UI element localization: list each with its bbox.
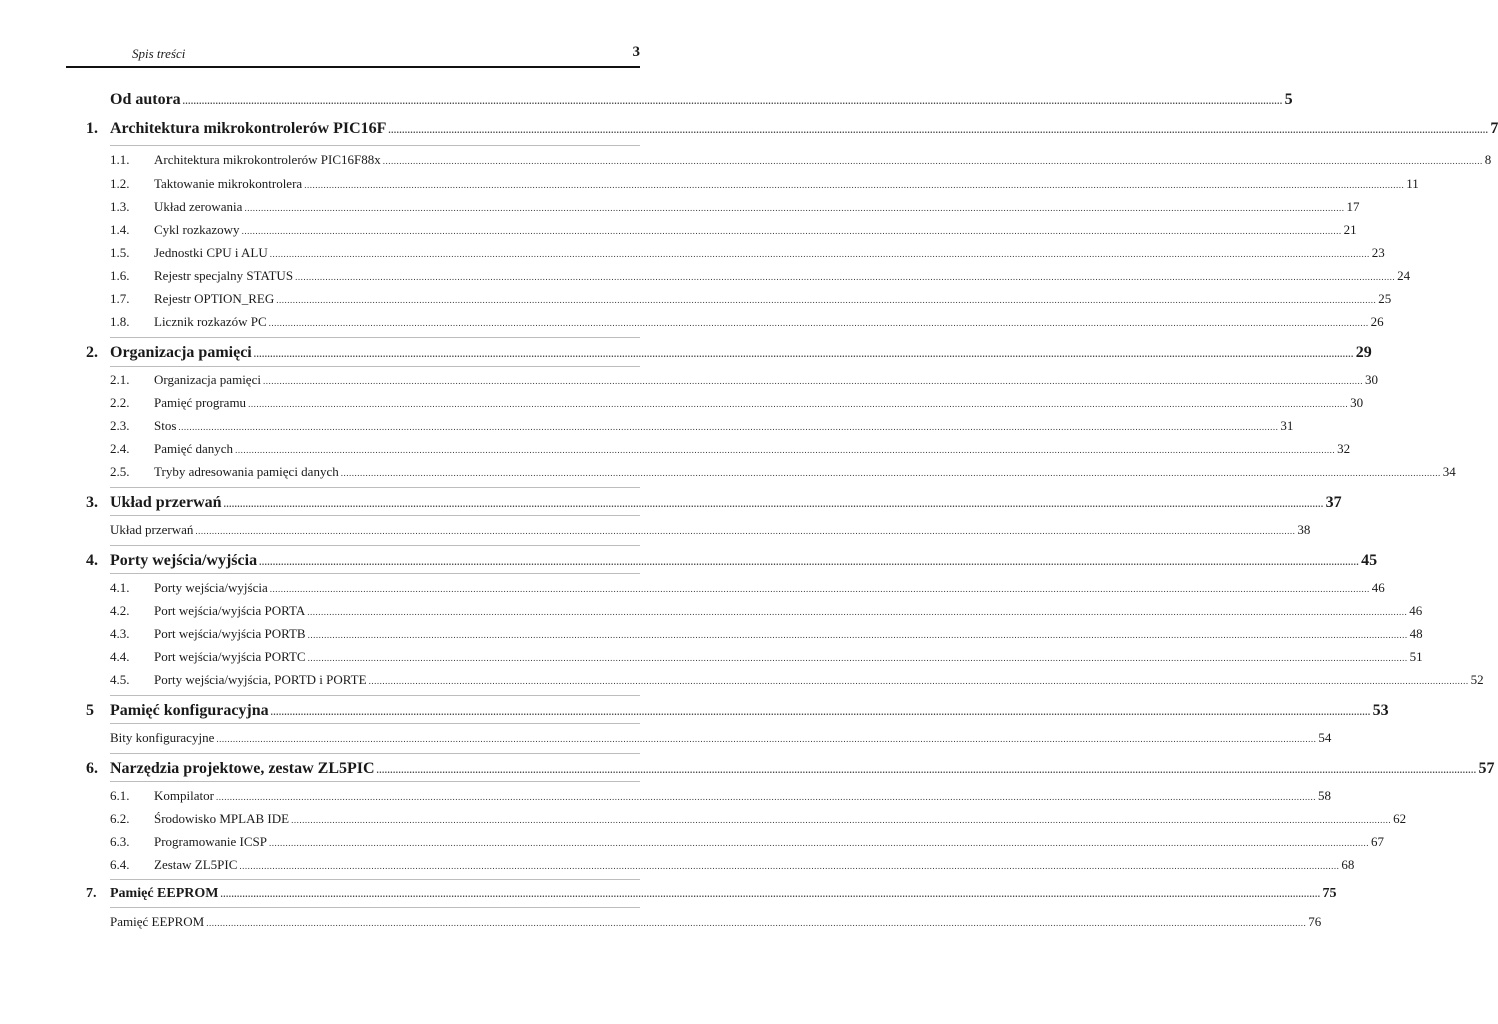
toc-number: 1.8.	[110, 314, 130, 329]
toc-page: 30	[1364, 372, 1378, 387]
toc-title: Porty wejścia/wyjścia	[110, 552, 258, 569]
section-separator	[110, 781, 640, 782]
toc-page: 57	[1478, 760, 1495, 777]
toc-title: Stos	[154, 418, 177, 433]
toc-entry[interactable]	[86, 552, 1378, 572]
toc-entry[interactable]	[110, 222, 1357, 242]
header-rule	[66, 66, 640, 68]
toc-leader: ................................................................................................................................................................................................................................................................................................................................................................................................................	[239, 861, 1340, 871]
toc-title: Port wejścia/wyjścia PORTC	[154, 649, 306, 664]
toc-title: Pamięć EEPROM	[110, 914, 205, 929]
toc-title: Porty wejścia/wyjścia	[154, 580, 268, 595]
toc-number: 1.7.	[110, 291, 130, 306]
toc-title: Licznik rozkazów PC	[154, 314, 267, 329]
page-number: 3	[632, 44, 640, 60]
toc-page: 17	[1346, 199, 1360, 214]
toc-page: 48	[1409, 626, 1423, 641]
toc-entry[interactable]	[110, 603, 1423, 623]
toc-title: Pamięć konfiguracyjna	[110, 702, 269, 719]
toc-leader: ................................................................................................................................................................................................................................................................................................................................................................................................................	[215, 792, 1316, 802]
toc-page: 58	[1317, 788, 1331, 803]
toc-title: Taktowanie mikrokontrolera	[154, 176, 303, 191]
section-separator	[110, 487, 640, 488]
toc-entry[interactable]	[86, 91, 1293, 111]
toc-number: 2.	[86, 344, 98, 361]
toc-leader: ................................................................................................................................................................................................................................................................................................................................................................................................................	[269, 838, 1370, 848]
toc-title: Układ zerowania	[154, 199, 243, 214]
section-separator	[110, 753, 640, 754]
toc-title: Kompilator	[154, 788, 214, 803]
toc-number: 6.1.	[110, 788, 130, 803]
section-separator	[110, 515, 640, 516]
toc-number: 4.3.	[110, 626, 130, 641]
toc-title: Architektura mikrokontrolerów PIC16F	[110, 120, 387, 137]
toc-number: 1.6.	[110, 268, 130, 283]
toc-leader: ................................................................................................................................................................................................................................................................................................................................................................................................................	[206, 918, 1307, 928]
toc-number: 2.2.	[110, 395, 130, 410]
toc-title: Programowanie ICSP	[154, 834, 268, 849]
toc-page: 25	[1378, 291, 1392, 306]
section-separator	[110, 695, 640, 696]
toc-entry[interactable]	[110, 268, 1411, 288]
toc-entry[interactable]	[110, 314, 1384, 334]
toc-entry[interactable]	[110, 176, 1419, 196]
toc-leader: ................................................................................................................................................................................................................................................................................................................................................................................................................	[368, 676, 1469, 686]
toc-page: 32	[1337, 441, 1351, 456]
toc-leader: ................................................................................................................................................................................................................................................................................................................................................................................................................	[295, 272, 1396, 282]
toc-entry[interactable]	[110, 580, 1385, 600]
toc-leader: ................................................................................................................................................................................................................................................................................................................................................................................................................	[291, 815, 1392, 825]
toc-page: 75	[1322, 886, 1337, 901]
toc-title: Organizacja pamięci	[110, 344, 252, 361]
toc-entry[interactable]	[110, 811, 1407, 831]
toc-entry[interactable]	[110, 626, 1423, 646]
toc-number: 6.4.	[110, 857, 130, 872]
toc-number: 1.5.	[110, 245, 130, 260]
toc-leader: ................................................................................................................................................................................................................................................................................................................................................................................................................	[235, 445, 1336, 455]
toc-title: Rejestr specjalny STATUS	[154, 268, 294, 283]
toc-page: 8	[1484, 152, 1492, 167]
toc-title: Jednostki CPU i ALU	[154, 245, 268, 260]
toc-title: Port wejścia/wyjścia PORTA	[154, 603, 306, 618]
toc-leader: ................................................................................................................................................................................................................................................................................................................................................................................................................	[178, 422, 1279, 432]
toc-leader: ................................................................................................................................................................................................................................................................................................................................................................................................................	[388, 125, 1489, 135]
toc-page: 45	[1361, 552, 1378, 569]
toc-title: Narzędzia projektowe, zestaw ZL5PIC	[110, 760, 375, 777]
toc-page: 38	[1297, 522, 1311, 537]
toc-title: Porty wejścia/wyjścia, PORTD i PORTE	[154, 672, 367, 687]
toc-entry[interactable]	[86, 120, 1498, 140]
toc-number: 4.	[86, 552, 98, 569]
toc-number: 6.3.	[110, 834, 130, 849]
toc-number: 2.3.	[110, 418, 130, 433]
toc-number: 1.	[86, 120, 98, 137]
toc-title: Zestaw ZL5PIC	[154, 857, 238, 872]
toc-entry[interactable]	[110, 672, 1484, 692]
toc-leader: ................................................................................................................................................................................................................................................................................................................................................................................................................	[382, 156, 1483, 166]
toc-leader: ................................................................................................................................................................................................................................................................................................................................................................................................................	[376, 765, 1477, 775]
toc-page: 31	[1280, 418, 1294, 433]
toc-leader: ................................................................................................................................................................................................................................................................................................................................................................................................................	[259, 557, 1360, 567]
toc-number: 2.4.	[110, 441, 130, 456]
toc-leader: ................................................................................................................................................................................................................................................................................................................................................................................................................	[276, 295, 1377, 305]
section-separator	[110, 879, 640, 880]
toc-leader: ................................................................................................................................................................................................................................................................................................................................................................................................................	[182, 96, 1283, 106]
toc-entry[interactable]	[110, 730, 1332, 750]
toc-number: 2.1.	[110, 372, 130, 387]
toc-page: 30	[1350, 395, 1364, 410]
toc-entry[interactable]	[110, 464, 1456, 484]
toc-page: 7	[1490, 120, 1498, 137]
toc-page: 21	[1343, 222, 1357, 237]
toc-title: Środowisko MPLAB IDE	[154, 811, 290, 826]
toc-entry[interactable]	[86, 494, 1342, 514]
toc-number: 2.5.	[110, 464, 130, 479]
toc-entry[interactable]	[110, 857, 1355, 877]
toc-leader: ................................................................................................................................................................................................................................................................................................................................................................................................................	[307, 630, 1408, 640]
toc-entry[interactable]	[86, 344, 1372, 364]
toc-page: 37	[1325, 494, 1342, 511]
toc-number: 4.1.	[110, 580, 130, 595]
toc-page: 62	[1393, 811, 1407, 826]
toc-entry[interactable]	[110, 372, 1378, 392]
toc-leader: ................................................................................................................................................................................................................................................................................................................................................................................................................	[216, 734, 1317, 744]
toc-title: Układ przerwań	[110, 494, 222, 511]
toc-leader: ................................................................................................................................................................................................................................................................................................................................................................................................................	[248, 399, 1349, 409]
section-separator	[110, 366, 640, 367]
toc-leader: ................................................................................................................................................................................................................................................................................................................................................................................................................	[220, 889, 1321, 899]
toc-number: 1.1.	[110, 152, 130, 167]
toc-entry[interactable]	[110, 441, 1351, 461]
toc-page: 51	[1409, 649, 1423, 664]
toc-leader: ................................................................................................................................................................................................................................................................................................................................................................................................................	[269, 249, 1370, 259]
toc-entry[interactable]	[110, 834, 1385, 854]
toc-number: 4.5.	[110, 672, 130, 687]
toc-page: 67	[1371, 834, 1385, 849]
section-separator	[110, 145, 640, 146]
toc-number: 4.2.	[110, 603, 130, 618]
toc-page: 54	[1318, 730, 1332, 745]
toc-leader: ................................................................................................................................................................................................................................................................................................................................................................................................................	[223, 499, 1324, 509]
toc-page: 53	[1372, 702, 1389, 719]
toc-title: Tryby adresowania pamięci danych	[154, 464, 339, 479]
toc-page: 26	[1370, 314, 1384, 329]
toc-entry[interactable]	[86, 760, 1495, 780]
toc-leader: ................................................................................................................................................................................................................................................................................................................................................................................................................	[340, 468, 1441, 478]
toc-page: 52	[1470, 672, 1484, 687]
toc-number: 5	[86, 702, 94, 719]
toc-entry[interactable]	[110, 649, 1423, 669]
toc-page: 46	[1409, 603, 1423, 618]
toc-leader: ................................................................................................................................................................................................................................................................................................................................................................................................................	[244, 203, 1345, 213]
toc-title: Architektura mikrokontrolerów PIC16F88x	[154, 152, 381, 167]
toc-page: 5	[1284, 91, 1293, 108]
toc-entry[interactable]	[86, 702, 1389, 722]
toc-leader: ................................................................................................................................................................................................................................................................................................................................................................................................................	[253, 349, 1354, 359]
toc-leader: ................................................................................................................................................................................................................................................................................................................................................................................................................	[269, 584, 1370, 594]
section-separator	[110, 573, 640, 574]
toc-page: 29	[1355, 344, 1372, 361]
toc-entry[interactable]	[110, 418, 1294, 438]
toc-number: 1.3.	[110, 199, 130, 214]
toc-leader: ................................................................................................................................................................................................................................................................................................................................................................................................................	[307, 653, 1408, 663]
running-title: Spis treści	[132, 46, 186, 61]
toc-page: 68	[1341, 857, 1355, 872]
toc-entry[interactable]	[110, 152, 1492, 172]
page-header	[66, 46, 640, 66]
section-separator	[110, 723, 640, 724]
toc-number: 3.	[86, 494, 98, 511]
toc-leader: ................................................................................................................................................................................................................................................................................................................................................................................................................	[304, 180, 1405, 190]
section-separator	[110, 337, 640, 338]
toc-title: Układ przerwań	[110, 522, 194, 537]
toc-title: Pamięć EEPROM	[110, 886, 219, 901]
toc-leader: ................................................................................................................................................................................................................................................................................................................................................................................................................	[270, 707, 1371, 717]
toc-entry[interactable]	[110, 199, 1360, 219]
toc-page: 34	[1442, 464, 1456, 479]
toc-number: 4.4.	[110, 649, 130, 664]
toc-title: Port wejścia/wyjścia PORTB	[154, 626, 306, 641]
section-separator	[110, 907, 640, 908]
toc-entry[interactable]	[86, 886, 1337, 906]
toc-leader: ................................................................................................................................................................................................................................................................................................................................................................................................................	[307, 607, 1408, 617]
toc-page: 11	[1406, 176, 1419, 191]
toc-page: 24	[1397, 268, 1411, 283]
toc-entry[interactable]	[110, 395, 1364, 415]
toc-number: 1.2.	[110, 176, 130, 191]
toc-title: Pamięć programu	[154, 395, 247, 410]
toc-leader: ................................................................................................................................................................................................................................................................................................................................................................................................................	[241, 226, 1342, 236]
toc-number: 6.	[86, 760, 98, 777]
toc-title: Cykl rozkazowy	[154, 222, 240, 237]
toc-number: 6.2.	[110, 811, 130, 826]
toc-number: 7.	[86, 886, 97, 901]
toc-entry[interactable]	[110, 914, 1322, 934]
toc-leader: ................................................................................................................................................................................................................................................................................................................................................................................................................	[268, 318, 1369, 328]
toc-leader: ................................................................................................................................................................................................................................................................................................................................................................................................................	[262, 376, 1363, 386]
toc-page: 76	[1308, 914, 1322, 929]
section-separator	[110, 545, 640, 546]
toc-number: 1.4.	[110, 222, 130, 237]
toc-title: Bity konfiguracyjne	[110, 730, 215, 745]
toc-entry[interactable]	[110, 245, 1385, 265]
toc-page: 23	[1371, 245, 1385, 260]
toc-title: Organizacja pamięci	[154, 372, 261, 387]
toc-entry[interactable]	[110, 788, 1331, 808]
toc-title: Rejestr OPTION_REG	[154, 291, 275, 306]
toc-page: 46	[1371, 580, 1385, 595]
toc-title: Pamięć danych	[154, 441, 234, 456]
toc-entry[interactable]	[110, 522, 1311, 542]
toc-entry[interactable]	[110, 291, 1392, 311]
toc-title: Od autora	[110, 91, 181, 108]
toc-leader: ................................................................................................................................................................................................................................................................................................................................................................................................................	[195, 526, 1296, 536]
